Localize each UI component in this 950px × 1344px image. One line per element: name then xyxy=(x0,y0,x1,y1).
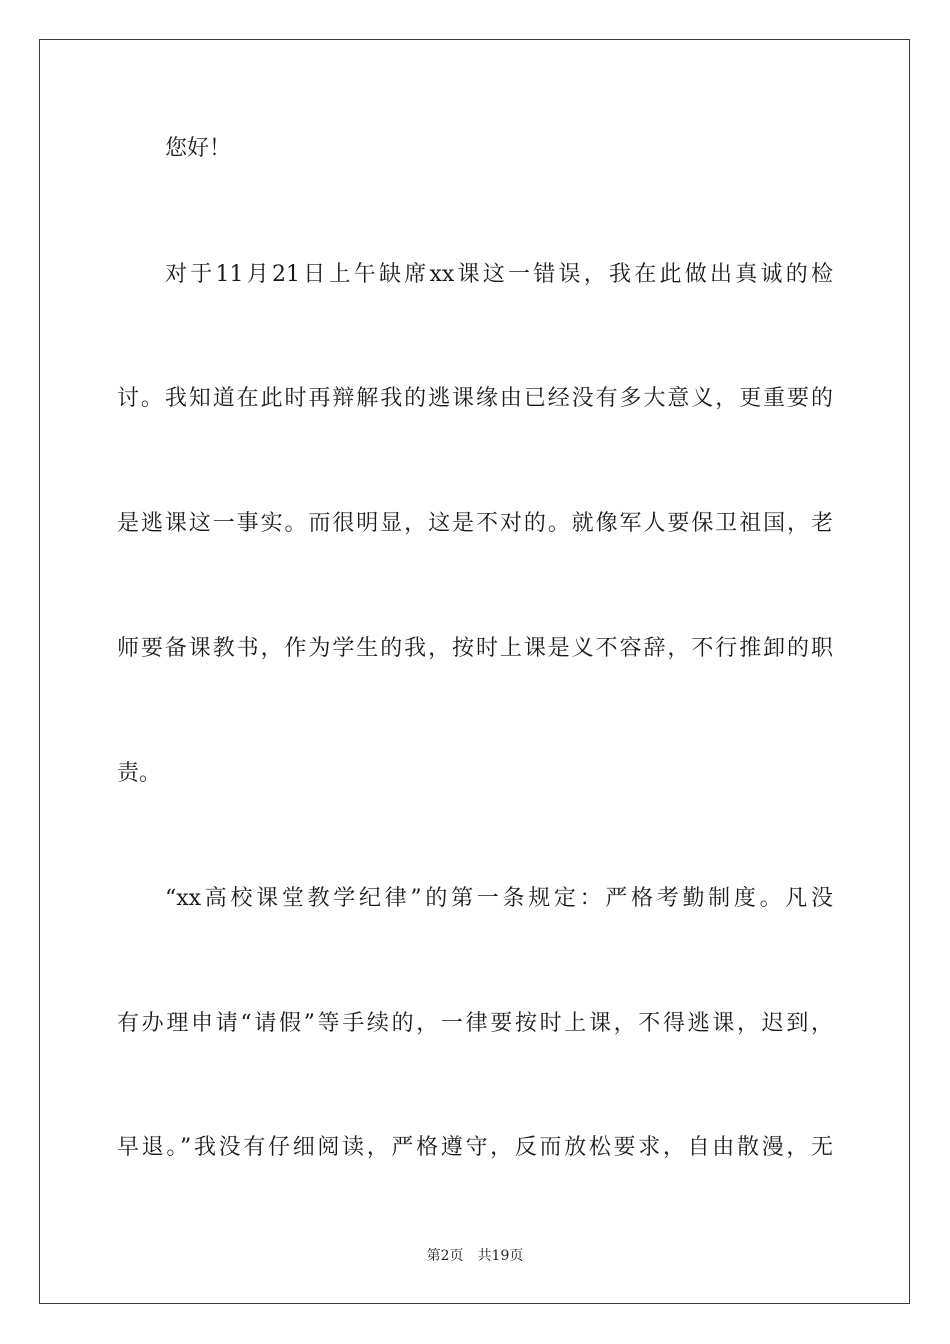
page-footer xyxy=(0,1246,950,1266)
paragraph-1-line-4: 师要备课教书，作为学生的我，按时上课是义不容辞，不行推卸的职 xyxy=(117,636,833,661)
greeting-line: 您好！ xyxy=(165,136,232,161)
paragraph-1-line-5: 责。 xyxy=(117,761,162,786)
page-number: 第2页 xyxy=(426,1248,464,1264)
paragraph-2-line-1: “xx高校课堂教学纪律”的第一条规定：严格考勤制度。凡没 xyxy=(165,886,833,911)
paragraph-2-line-2: 有办理申请“请假”等手续的，一律要按时上课，不得逃课，迟到， xyxy=(117,1011,833,1036)
paragraph-1-line-1: 对于11月21日上午缺席xx课这一错误，我在此做出真诚的检 xyxy=(165,262,833,287)
page-border xyxy=(39,39,910,1304)
paragraph-2-line-3: 早退。”我没有仔细阅读，严格遵守，反而放松要求，自由散漫，无 xyxy=(117,1135,833,1160)
paragraph-1-line-3: 是逃课这一事实。而很明显，这是不对的。就像军人要保卫祖国，老 xyxy=(117,511,833,536)
paragraph-1-line-2: 讨。我知道在此时再辩解我的逃课缘由已经没有多大意义，更重要的 xyxy=(117,386,833,411)
page-total: 共19页 xyxy=(477,1248,524,1264)
